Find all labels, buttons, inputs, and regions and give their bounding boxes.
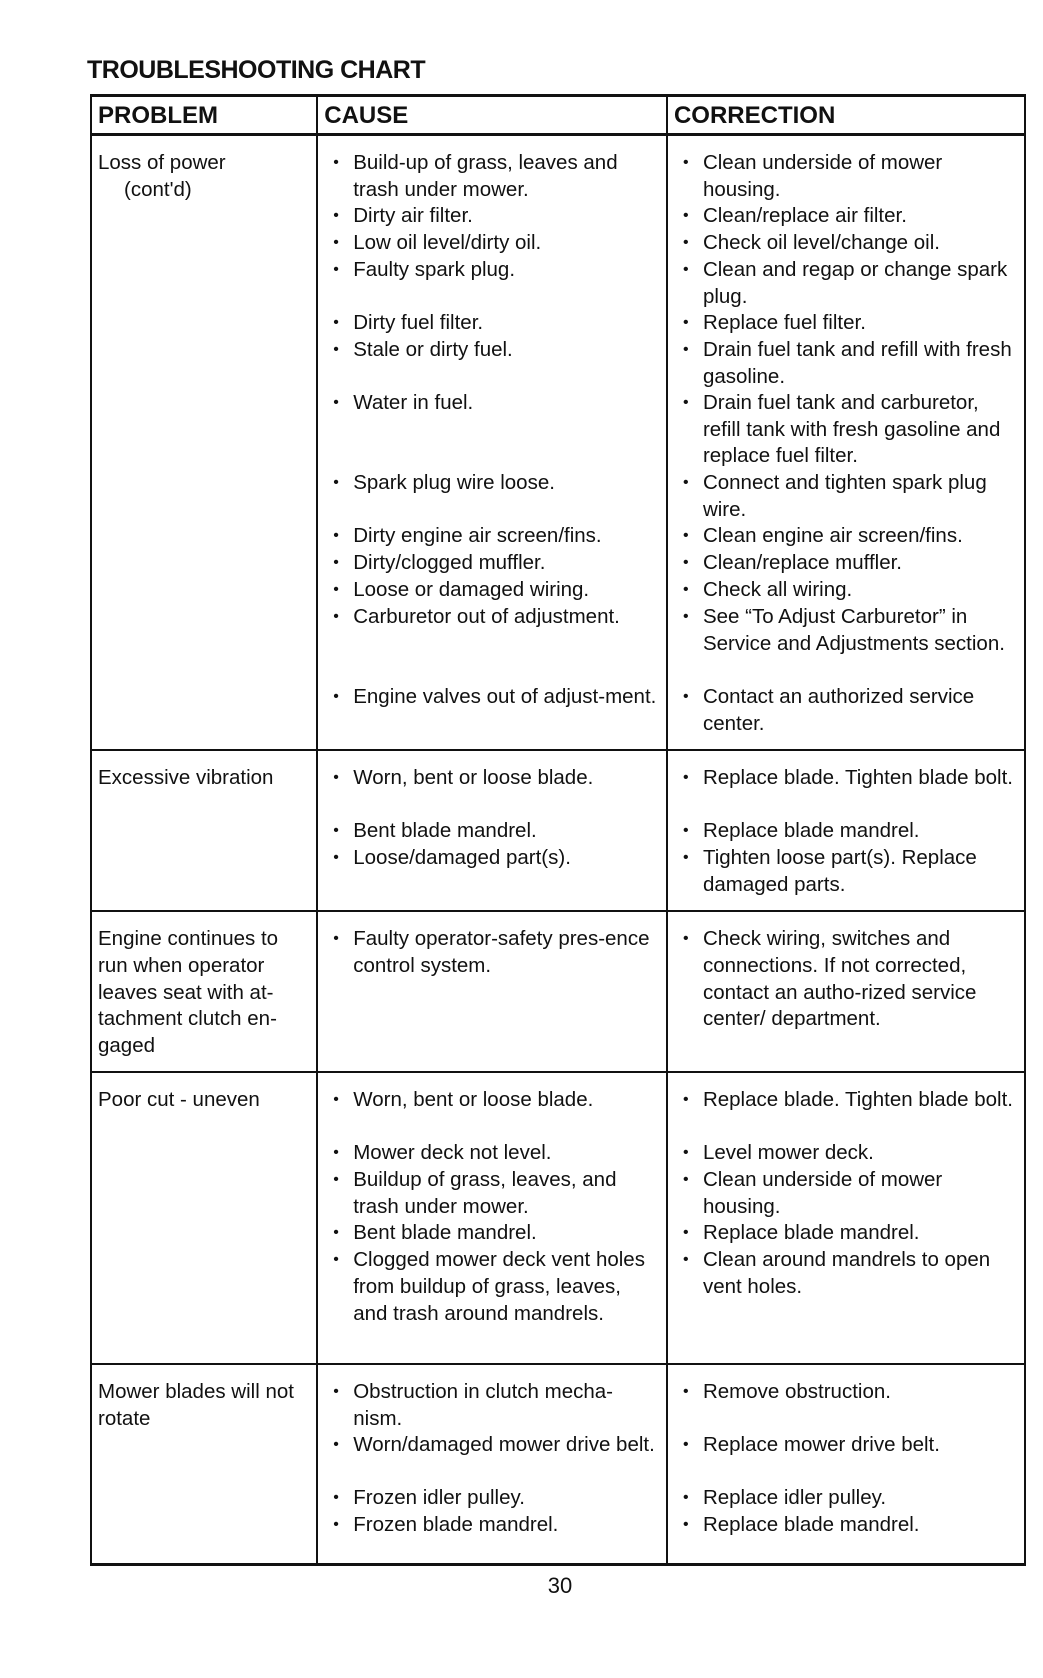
- problem-text: Excessive vibration: [98, 766, 274, 790]
- page-number: 30: [547, 1573, 573, 1598]
- correction-item: • Replace blade. Tighten blade bolt.: [676, 1087, 1016, 1140]
- table-row: [91, 135, 1025, 751]
- cause-item: • Dirty air filter.: [326, 203, 658, 230]
- problem-text: (cont'd): [124, 177, 192, 201]
- correction-item: • Replace blade mandrel.: [676, 1220, 1016, 1247]
- cause-item: • Engine valves out of adjust-ment.: [326, 684, 658, 711]
- cause-item: • Spark plug wire loose.: [326, 470, 658, 523]
- correction-cell: [667, 750, 1025, 911]
- problem-cell: [91, 135, 317, 751]
- header-correction: CORRECTION: [667, 96, 1025, 135]
- cause-cell: [317, 1072, 667, 1364]
- correction-item: • Level mower deck.: [676, 1140, 1016, 1167]
- correction-item: • Remove obstruction.: [676, 1379, 1016, 1432]
- cause-item: • Loose or damaged wiring.: [326, 577, 658, 604]
- cause-item: • Worn, bent or loose blade.: [326, 765, 658, 818]
- cause-item: • Dirty fuel filter.: [326, 310, 658, 337]
- cause-item: • Buildup of grass, leaves, and trash under mower.: [326, 1167, 658, 1220]
- cause-item: • Mower deck not level.: [326, 1140, 658, 1167]
- table-row: [91, 1072, 1025, 1364]
- correction-item: • Clean/replace air filter.: [676, 203, 1016, 230]
- correction-item: • Clean underside of mower housing.: [676, 150, 1016, 203]
- correction-item: • Check all wiring.: [676, 577, 1016, 604]
- problem-cell: [91, 911, 317, 1072]
- correction-item: • Clean/replace muffler.: [676, 550, 1016, 577]
- header-problem: PROBLEM: [91, 96, 317, 135]
- correction-item: • Drain fuel tank and carburetor, refill tank with fresh gasoline and replace fuel filter.: [676, 390, 1016, 470]
- cause-item: • Loose/damaged part(s).: [326, 845, 658, 872]
- correction-item: • Clean and regap or change spark plug.: [676, 257, 1016, 310]
- cause-cell: [317, 911, 667, 1072]
- correction-item: • Connect and tighten spark plug wire.: [676, 470, 1016, 523]
- problem-cell: [91, 750, 317, 911]
- cause-cell: [317, 1364, 667, 1564]
- correction-item: • Check oil level/change oil.: [676, 230, 1016, 257]
- cause-item: • Bent blade mandrel.: [326, 818, 658, 845]
- table-header-row: [91, 96, 1025, 135]
- cause-item: • Obstruction in clutch mecha-nism.: [326, 1379, 658, 1432]
- correction-item: • See “To Adjust Carburetor” in Service and Adjustments section.: [676, 604, 1016, 684]
- table-row: [91, 750, 1025, 911]
- cause-item: • Stale or dirty fuel.: [326, 337, 658, 390]
- cause-item: • Frozen blade mandrel.: [326, 1512, 658, 1539]
- problem-text: Poor cut - uneven: [98, 1088, 260, 1112]
- correction-item: • Clean around mandrels to open vent holes.: [676, 1247, 1016, 1300]
- cause-item: • Faulty spark plug.: [326, 257, 658, 310]
- cause-item: • Build-up of grass, leaves and trash under mower.: [326, 150, 658, 203]
- correction-item: • Replace idler pulley.: [676, 1485, 1016, 1512]
- cause-item: • Frozen idler pulley.: [326, 1485, 658, 1512]
- cause-item: • Dirty/clogged muffler.: [326, 550, 658, 577]
- correction-item: • Tighten loose part(s). Replace damaged parts.: [676, 845, 1016, 898]
- problem-cell: [91, 1364, 317, 1564]
- correction-item: • Replace fuel filter.: [676, 310, 1016, 337]
- cause-cell: [317, 750, 667, 911]
- cause-item: • Bent blade mandrel.: [326, 1220, 658, 1247]
- cause-item: • Dirty engine air screen/fins.: [326, 523, 658, 550]
- problem-text: Loss of power: [98, 151, 226, 174]
- problem-text: Mower blades will not rotate: [98, 1380, 294, 1430]
- problem-cell: [91, 1072, 317, 1364]
- correction-item: • Drain fuel tank and refill with fresh gasoline.: [676, 337, 1016, 390]
- page-title: TROUBLESHOOTING CHART: [87, 56, 426, 84]
- cause-item: • Carburetor out of adjustment.: [326, 604, 658, 684]
- correction-item: • Clean engine air screen/fins.: [676, 523, 1016, 550]
- correction-item: • Replace blade mandrel.: [676, 818, 1016, 845]
- correction-item: • Replace mower drive belt.: [676, 1432, 1016, 1485]
- correction-cell: [667, 1364, 1025, 1564]
- cause-item: • Faulty operator-safety pres-ence control system.: [326, 926, 658, 979]
- correction-item: • Clean underside of mower housing.: [676, 1167, 1016, 1220]
- cause-item: • Worn, bent or loose blade.: [326, 1087, 658, 1140]
- header-cause: CAUSE: [317, 96, 667, 135]
- cause-cell: [317, 135, 667, 751]
- cause-item: • Low oil level/dirty oil.: [326, 230, 658, 257]
- cause-item: • Worn/damaged mower drive belt.: [326, 1432, 658, 1485]
- cause-item: • Water in fuel.: [326, 390, 658, 470]
- troubleshooting-table: [90, 94, 1026, 1566]
- correction-item: • Check wiring, switches and connections. If not corrected, contact an autho-rized service center/ department.: [676, 926, 1016, 1032]
- problem-text: Engine continues to run when operator leaves seat with at-tachment clutch en-gaged: [98, 927, 279, 1057]
- correction-cell: [667, 1072, 1025, 1364]
- correction-cell: [667, 911, 1025, 1072]
- correction-item: • Contact an authorized service center.: [676, 684, 1016, 737]
- correction-item: • Replace blade. Tighten blade bolt.: [676, 765, 1016, 818]
- cause-item: • Clogged mower deck vent holes from buildup of grass, leaves, and trash around mandrels.: [326, 1247, 658, 1327]
- table-row: [91, 911, 1025, 1072]
- table-row: [91, 1364, 1025, 1564]
- correction-item: • Replace blade mandrel.: [676, 1512, 1016, 1539]
- correction-cell: [667, 135, 1025, 751]
